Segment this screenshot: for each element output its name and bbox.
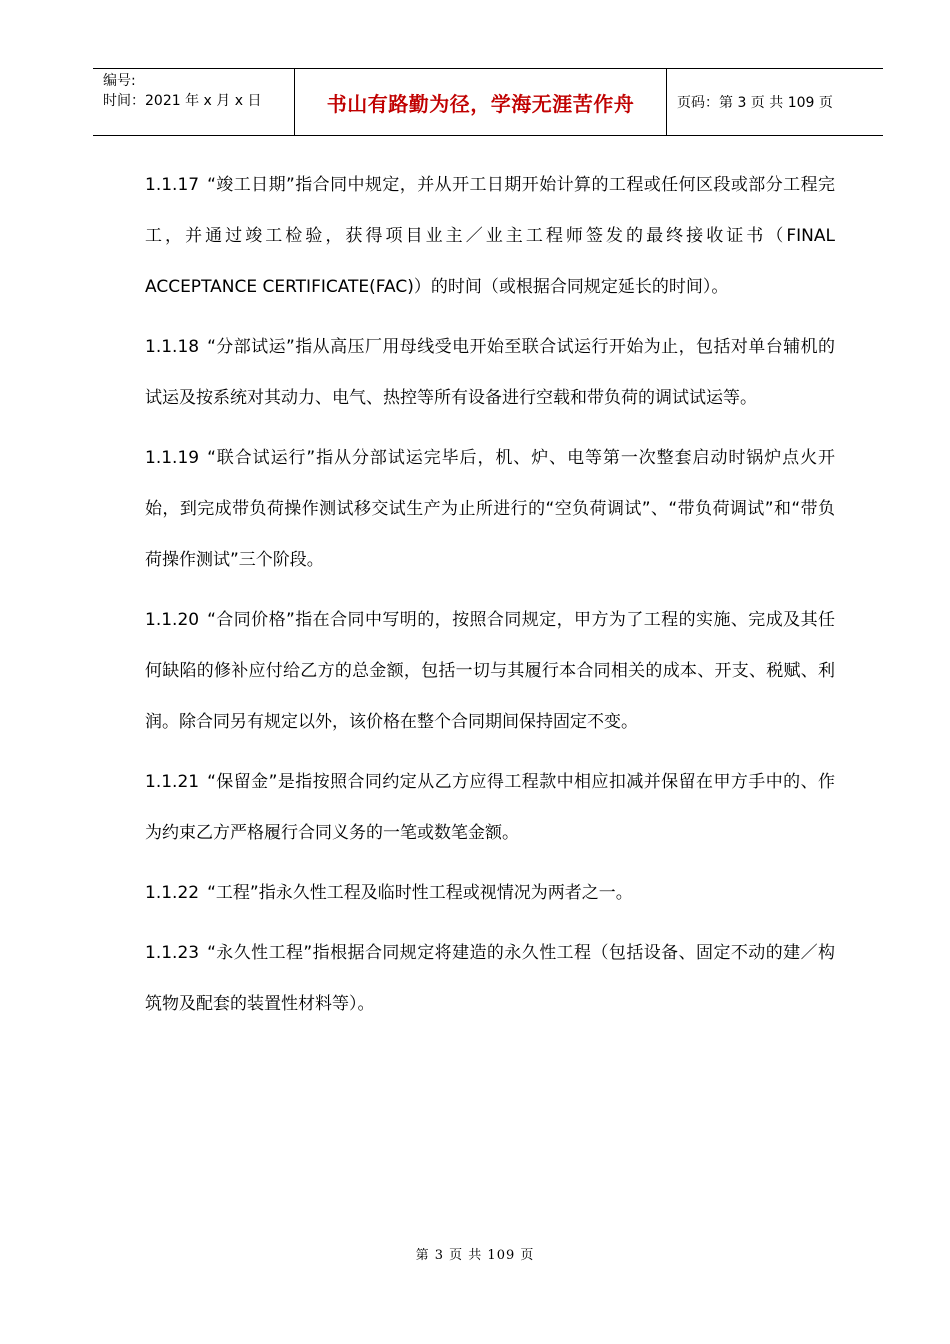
clause-number: 1.1.18 xyxy=(145,337,200,357)
clause-number: 1.1.22 xyxy=(145,883,200,903)
header-motto: 书山有路勤为径，学海无涯苦作舟 xyxy=(295,69,667,135)
clause-number: 1.1.19 xyxy=(145,448,200,468)
clause-text: “分部试运”指从高压厂用母线受电开始至联合试运行开始为止，包括对单台辅机的试运及按系统对其动力、电气、热控等所有设备进行空载和带负荷的调试试运等。 xyxy=(145,337,835,408)
clause-1-1-19 xyxy=(145,433,835,586)
clause-1-1-17 xyxy=(145,160,835,313)
clause-number: 1.1.20 xyxy=(145,610,200,630)
clause-number: 1.1.23 xyxy=(145,943,200,963)
clause-1-1-18 xyxy=(145,322,835,424)
clause-number: 1.1.21 xyxy=(145,772,200,792)
document-body xyxy=(145,160,835,1039)
document-number-label: 编号: xyxy=(103,73,136,89)
clause-text: “竣工日期”指合同中规定，并从开工日期开始计算的工程或任何区段或部分工程完工，并通过竣工检验，获得项目业主／业主工程师签发的最终接收证书（FINAL ACCEPTANCE CERTIFICATE(FAC)）的时间（或根据合同规定延长的时间）。 xyxy=(145,175,835,297)
clause-1-1-21 xyxy=(145,757,835,859)
clause-text: “工程”指永久性工程及临时性工程或视情况为两者之一。 xyxy=(207,883,633,903)
page-footer: 第 3 页 共 109 页 xyxy=(415,1248,535,1263)
clause-text: “永久性工程”指根据合同规定将建造的永久性工程（包括设备、固定不动的建／构筑物及配套的装置性材料等）。 xyxy=(145,943,835,1014)
clause-number: 1.1.17 xyxy=(145,175,200,195)
clause-text: “合同价格”指在合同中写明的，按照合同规定，甲方为了工程的实施、完成及其任何缺陷的修补应付给乙方的总金额，包括一切与其履行本合同相关的成本、开支、税赋、利润。除合同另有规定以外，该价格在整个合同期间保持固定不变。 xyxy=(145,610,835,732)
clause-text: “联合试运行”指从分部试运完毕后，机、炉、电等第一次整套启动时锅炉点火开始，到完成带负荷操作测试移交试生产为止所进行的“空负荷调试”、“带负荷调试”和“带负荷操作测试”三个阶段。 xyxy=(145,448,835,570)
clause-1-1-20 xyxy=(145,595,835,748)
clause-text: “保留金”是指按照合同约定从乙方应得工程款中相应扣减并保留在甲方手中的、作为约束乙方严格履行合同义务的一笔或数笔金额。 xyxy=(145,772,835,843)
document-time-label: 时间：2021 年 x 月 x 日 xyxy=(103,93,262,109)
header-page-code: 页码：第 3 页 共 109 页 xyxy=(677,95,833,111)
clause-1-1-23 xyxy=(145,928,835,1030)
header-meta xyxy=(93,69,295,135)
page-header xyxy=(93,68,883,136)
clause-1-1-22 xyxy=(145,868,835,919)
